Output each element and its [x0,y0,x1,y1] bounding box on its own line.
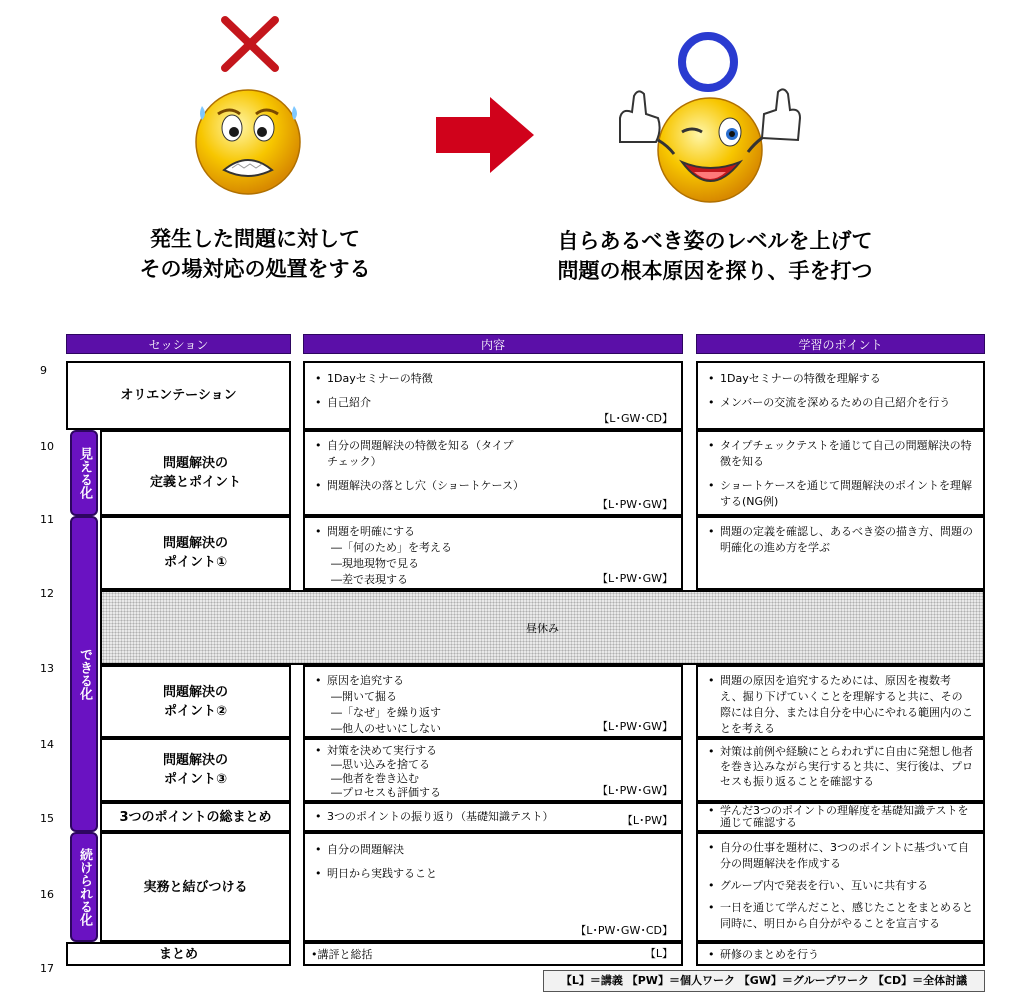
point-item: • 自分の仕事を題材に、3つのポイントに基づいて自分の問題解決を作成する [698,840,973,872]
content-subitem: ―「何のため」を考える [331,541,452,554]
point-item: • 研修のまとめを行う [698,947,983,963]
cross-mark-icon [225,20,275,68]
before-caption-line-1: 発生した問題に対して [150,227,360,251]
session-cell [100,738,291,802]
points-cell [696,430,985,516]
session-cell [66,361,291,430]
content-item: • 自分の問題解決 [305,842,681,858]
lunch-break-row [100,590,985,665]
worried-face-illustration [180,10,320,210]
method-tag: 【L･GW･CD】 [598,412,673,425]
content-cell [303,361,683,430]
time-label: 15 [40,812,54,825]
content-cell [303,430,683,516]
time-label: 11 [40,513,54,526]
method-tag: 【L･PW･GW】 [596,572,673,585]
method-legend: 【L】＝講義 【PW】＝個人ワーク 【GW】＝グループワーク 【CD】＝全体討議 [543,970,985,992]
point-item: • 学んだ3つのポイントの理解度を基礎知識テストを通じて確認する [698,805,973,829]
content-item: • 問題解決の落とし穴（ショートケース） [305,478,681,494]
phase-band-sustain [70,832,98,942]
phase-band-capable [70,516,98,832]
after-caption-line-1: 自らあるべき姿のレベルを上げて [557,229,873,253]
method-tag: 【L･PW･GW】 [596,784,673,797]
session-title: オリエンテーション [120,388,237,403]
point-item: • 一日を通じて学んだこと、感じたことをまとめると同時に、明日から自分がやることを宣言する [698,900,973,932]
session-title: 問題解決の ポイント① [162,536,228,570]
phase-band-label: 見える化 [77,447,92,499]
after-caption-line-2: 問題の根本原因を探り、手を打つ [557,259,873,283]
points-cell [696,665,985,738]
content-item: • 1Dayセミナーの特徴 [305,371,681,387]
time-label: 14 [40,738,54,751]
time-label: 10 [40,440,54,453]
content-subitem: ―他者を巻き込む [331,772,419,785]
session-title: 3つのポイントの総まとめ [119,809,272,825]
points-column-header: 学習のポイント [696,334,985,354]
after-caption [520,226,910,286]
content-item: • 問題を明確にする [305,524,681,540]
session-title: 問題解決の ポイント② [162,684,228,719]
time-label: 9 [40,364,47,377]
session-title: 問題解決の 定義とポイント [149,456,241,490]
points-cell [696,942,985,966]
point-item: • 問題の定義を確認し、あるべき姿の描き方、問題の明確化の進め方を学ぶ [698,524,973,556]
session-cell [100,832,291,942]
points-cell [696,738,985,802]
session-cell [100,665,291,738]
method-tag: 【L･PW･GW･CD】 [575,924,673,937]
content-subitem: ―思い込みを捨てる [331,758,430,771]
session-column-header: セッション [66,334,291,354]
before-caption [110,224,400,284]
right-arrow-icon [436,95,536,175]
content-item: • 対策を決めて実行する [305,744,681,758]
time-label: 12 [40,587,54,600]
content-subitem: ―他人のせいにしない [331,722,441,735]
content-cell [303,516,683,590]
session-cell [100,430,291,516]
session-title: 実務と結びつける [143,879,248,895]
content-item: • 3つのポイントの振り返り（基礎知識テスト） [305,809,681,825]
content-item: • 明日から実践すること [305,866,681,882]
before-caption-line-2: その場対応の処置をする [139,257,371,281]
content-item: • 自己紹介 [305,395,681,411]
session-title: まとめ [158,946,198,962]
time-label: 16 [40,888,54,901]
method-tag: 【L･PW･GW】 [596,720,673,733]
content-cell [303,832,683,942]
phase-band-label: できる化 [77,648,92,700]
content-subitem: ―差で表現する [331,573,408,586]
content-item: • 原因を追究する [305,673,681,689]
point-item: • ショートケースを通じて問題解決のポイントを理解する(NG例) [698,478,973,510]
content-item: •講評と総括 [311,948,373,961]
points-cell [696,802,985,832]
point-item: • グループ内で発表を行い、互いに共有する [698,878,973,894]
points-cell [696,361,985,430]
time-label: 17 [40,962,54,975]
points-cell [696,516,985,590]
content-cell [303,665,683,738]
content-subitem: ―開いて掘る [331,690,397,703]
lunch-label: 昼休み [526,621,559,635]
content-item: • 自分の問題解決の特徴を知る（タイプチェック） [305,438,517,470]
session-cell [66,942,291,966]
method-tag: 【L】 [644,947,673,960]
content-cell [303,738,683,802]
session-cell [100,802,291,832]
point-item: • 対策は前例や経験にとらわれずに自由に発想し他者を巻き込みながら実行すると共に、実行後は、プロセスも振り返ることを確認する [698,744,973,789]
point-item: • メンバーの交流を深めるための自己紹介を行う [698,395,983,411]
point-item: • 1Dayセミナーの特徴を理解する [698,371,983,387]
happy-face-illustration [612,22,802,212]
content-subitem: ―現地現物で見る [331,557,419,570]
content-cell [303,802,683,832]
session-title: 問題解決の ポイント③ [162,753,228,787]
circle-mark-icon [682,36,734,88]
phase-band-label: 続けられる化 [77,848,92,926]
content-subitem: ―プロセスも評価する [331,786,441,799]
time-label: 13 [40,662,54,675]
method-tag: 【L･PW･GW】 [596,498,673,511]
content-subitem: ―「なぜ」を繰り返す [331,706,441,719]
content-column-header: 内容 [303,334,683,354]
phase-band-visualize [70,430,98,516]
point-item: • 問題の原因を追究するためには、原因を複数考え、掘り下げていくことを理解すると共に、その際には自分、または自分を中心にやれる範囲内のことを考える [698,673,973,737]
point-item: • タイプチェックテストを通じて自己の問題解決の特徴を知る [698,438,973,470]
method-tag: 【L･PW】 [621,814,673,827]
content-cell [303,942,683,966]
points-cell [696,832,985,942]
session-cell [100,516,291,590]
